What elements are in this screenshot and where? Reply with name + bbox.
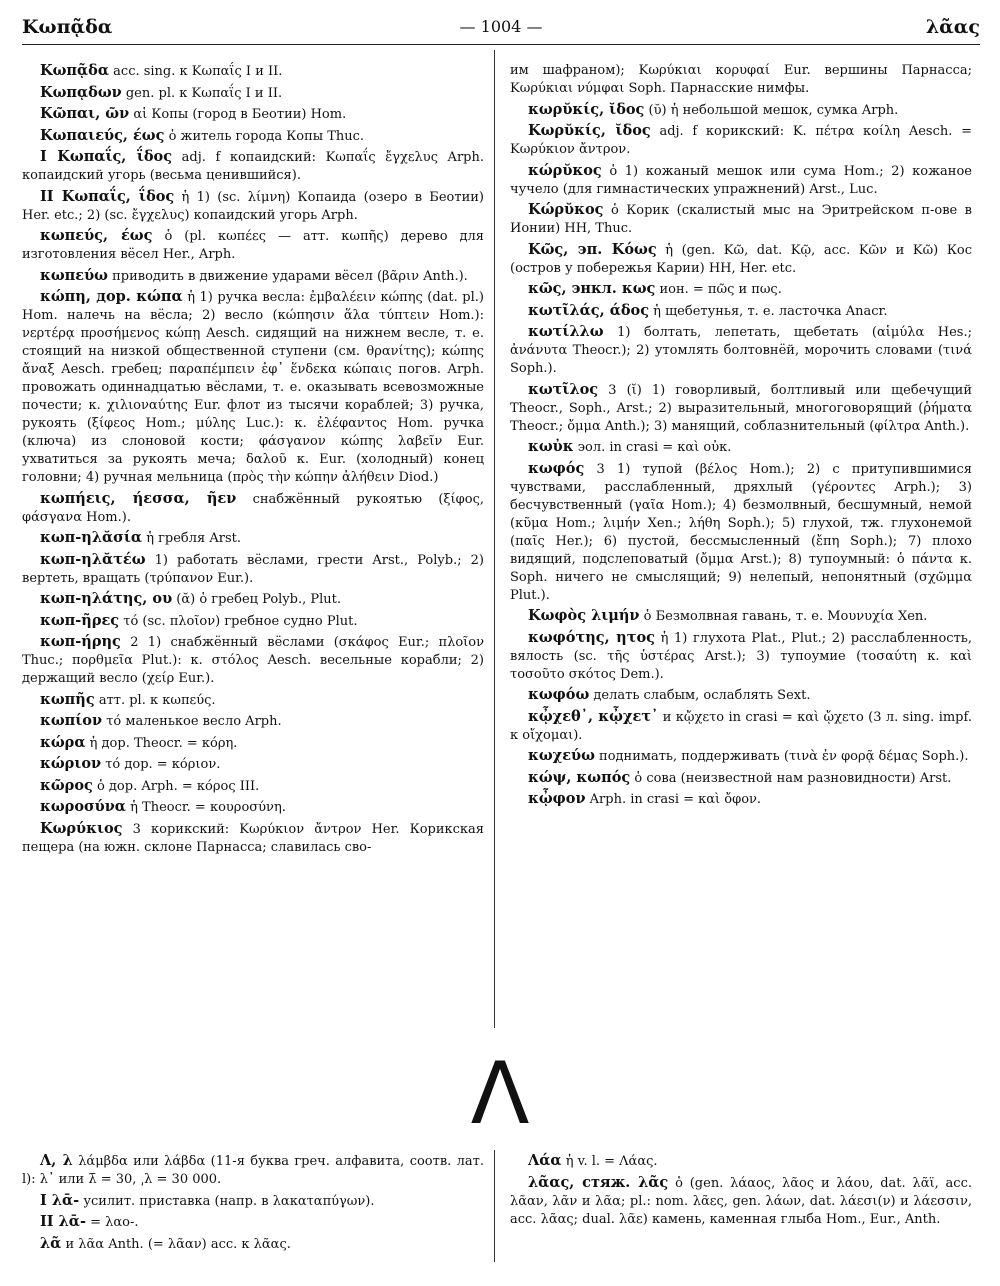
entry-headword: κᾦφον bbox=[528, 790, 586, 807]
entry-definition: 2 1) снабжённый вёслами (σκάφος Eur.; πλοῖον Thuc.; πορθμεῖα Plut.): κ. στόλος Aesch. весельные корабли; 2) держащий весло (χείρ Eur.). bbox=[22, 635, 484, 686]
left-column bbox=[22, 62, 484, 1027]
dictionary-entry bbox=[22, 1192, 484, 1211]
entry-definition: ὁ 1) кожаный мешок или сума Hom.; 2) кожаное чучело (для гимнастических упражнений) Arst., Luc. bbox=[510, 163, 972, 197]
entry-headword: κώψ, κωπός bbox=[528, 768, 631, 786]
entry-headword: κωπ-ῆρες bbox=[40, 611, 120, 629]
entry-headword: I λᾱ- bbox=[40, 1191, 80, 1209]
dictionary-entry bbox=[22, 1213, 484, 1232]
entry-definition: 3 (ῐ) 1) говорливый, болтливый или щебечущий Theocr., Soph., Arst.; 2) выразительный, многоговорящий (ῥήματα Theocr.; ὄμμα Anth.); 3) манящий, соблазнительный (φίλτρα Anth.). bbox=[510, 382, 972, 434]
entry-definition: 3 1) тупой (βέλος Hom.); 2) с притупившимися чувствами, расслабленный, дряхлый (γέροντες Arph.); 3) бесчувственный (γαῖα Hom.); 4) безмолвный, бесшумный, немой (κῦμα Hom.; λιμήν Xen.; λήθη Soph.); 5) глухой, тж. глухонемой (παῖς Her.); 6) пустой, бессмысленный (ἔπη Soph.); 7) плохо видящий, подслеповатый (ὄμμα Arst.); 8) тупоумный: ὁ πάντα κ. Soph. ничего не смыслящий; 9) нелепый, непонятный (σχῶμμα Plut.). bbox=[510, 461, 972, 603]
dictionary-entry bbox=[510, 101, 972, 120]
entry-definition: ἡ 1) ручка весла: ἐμβαλέειν κώπης (dat. pl.) Hom. налечь на вёсла; 2) весло (κώπησιν ἅλα τύπτειν Hom.): νερτέρᾳ προσήμενος κώπῃ Aesch. сидящий на нижнем весле, т. е. стоящий на низкой общественной ступени (см. θρανίτης); κώπης ἄναξ Aesch. гребец; παραπέμπειν ἐφ᾽ ἕνδεκα κώπαις погов. Arph. провожать одиннадцатью вёслами, т. е. оказывать всевозможные почести; κ. χιλιοναύτης Eur. флот из тысячи кораблей; 3) ручка, рукоять (ξίφεος Hom.; μύλης Luc.): κ. ἐλέφαντος Hom. ручка (ключа) из слоновой кости; φάσγανον κώπης λαβεῖν Eur. ухватиться за рукоять меча; δαλοῦ κ. Eur. (холодный) конец головни; 4) ручная мельница (πρὸς τὴν κώπην ἀλήθειν Diod.) bbox=[22, 290, 484, 485]
entry-headword: κῶς, энкл. κως bbox=[528, 280, 656, 297]
dictionary-entry bbox=[22, 267, 484, 286]
dictionary-entry bbox=[510, 62, 972, 98]
entry-definition: ὁ Корик (скалистый мыс на Эритрейском п-ове в Ионии) HH, Thuc. bbox=[510, 203, 972, 236]
entry-definition: поднимать, поддерживать (τινὰ ἐν φορᾷ δέμας Soph.). bbox=[599, 749, 969, 764]
entry-headword: Κωπᾳδων bbox=[40, 83, 122, 101]
dictionary-entry bbox=[22, 529, 484, 548]
entry-headword: κωπήεις, ήεσσα, ῆεν bbox=[40, 489, 237, 507]
dictionary-entry bbox=[22, 612, 484, 631]
dictionary-entry bbox=[510, 122, 972, 159]
entry-definition: ἡ (gen. Κῶ, dat. Κῷ, acc. Κῶν и Κῶ) Кос (остров у побережья Карии) HH, Her. etc. bbox=[510, 242, 972, 276]
entry-definition: αἱ Копы (город в Беотии) Hom. bbox=[133, 107, 347, 122]
entry-definition: τό маленькое весло Arph. bbox=[106, 714, 282, 729]
dictionary-entry bbox=[510, 162, 972, 199]
entry-headword: κωφόω bbox=[528, 686, 590, 703]
entry-definition: ὁ дор. Arph. = κόρος III. bbox=[96, 778, 260, 794]
entry-headword: κωτῖλος bbox=[528, 380, 599, 398]
dictionary-entry bbox=[510, 438, 972, 457]
dictionary-entry bbox=[22, 62, 484, 81]
entry-definition: ὁ Безмолвная гавань, т. е. Μουνυχία Xen. bbox=[643, 609, 928, 624]
entry-headword: κωτῖλάς, άδος bbox=[528, 301, 650, 319]
entry-definition: ἡ 1) (sc. λίμνη) Копаида (озеро в Беотии) Her. etc.; 2) (sc. ἔγχελυς) копаидский угорь Arph. bbox=[22, 189, 484, 223]
entry-definition: приводить в движение ударами вёсел (βᾶριν Anth.). bbox=[112, 268, 468, 284]
entry-headword: κωφός bbox=[528, 459, 585, 477]
entry-definition: им шафраном); Κωρύκιαι κορυφαί Eur. вершины Парнасса; Κωρύκιαι νύμφαι Soph. Парнасские нимфы. bbox=[510, 63, 972, 96]
lambda-left-column bbox=[22, 1152, 484, 1280]
entry-definition: τό (sc. πλοῖον) гребное судно Plut. bbox=[123, 613, 358, 629]
entry-headword: Λ, λ bbox=[40, 1152, 73, 1169]
entry-headword: Κῶπαι, ῶν bbox=[40, 105, 130, 122]
entry-headword: κωπεύς, έως bbox=[40, 227, 153, 244]
dictionary-entry bbox=[510, 790, 972, 809]
entry-definition: τό дор. = κόριον. bbox=[105, 757, 221, 772]
entry-headword: κωτίλλω bbox=[528, 323, 604, 340]
entry-definition: ион. = πῶς и πως. bbox=[659, 282, 782, 297]
entry-definition: ὁ сова (неизвестной нам разновидности) Arst. bbox=[634, 770, 952, 786]
dictionary-entry bbox=[510, 747, 972, 766]
dictionary-entry bbox=[22, 820, 484, 857]
entry-headword: κωπ-ηλᾰσία bbox=[40, 529, 143, 546]
dictionary-entry bbox=[22, 734, 484, 753]
entry-headword: κωπῆς bbox=[40, 690, 95, 708]
entry-headword: λᾶας, стяж. λᾶς bbox=[528, 1173, 669, 1191]
dictionary-entry bbox=[510, 280, 972, 299]
dictionary-entry bbox=[22, 148, 484, 185]
dictionary-entry bbox=[510, 769, 972, 788]
dictionary-entry bbox=[22, 105, 484, 124]
entry-headword: κωπ-ηλάτης, ου bbox=[40, 590, 173, 607]
entry-definition: (ῠ) ἡ небольшой мешок, сумка Arph. bbox=[648, 102, 899, 118]
entry-headword: κωρῠκίς, ῐδος bbox=[528, 100, 645, 118]
dictionary-entry bbox=[510, 1174, 972, 1229]
entry-definition: 3 корикский: Κωρύκιον ἄντρον Her. Корикская пещера (на южн. склоне Парнасса; славилась сво- bbox=[22, 821, 484, 855]
entry-definition: ὁ (pl. κωπέες — атт. κωπῆς) дерево для изготовления вёсел Her., Arph. bbox=[22, 229, 484, 262]
entry-headword: II λᾱ- bbox=[40, 1213, 86, 1230]
entry-headword: κωπ-ηλᾰτέω bbox=[40, 550, 146, 568]
entry-definition: acc. sing. к Κωπαΐς I и II. bbox=[113, 64, 283, 79]
dictionary-entry bbox=[22, 633, 484, 688]
entry-headword: Κωρύκιος bbox=[40, 819, 123, 837]
entry-headword: Κώρῠκος bbox=[528, 201, 604, 218]
entry-headword: κωὐκ bbox=[528, 438, 574, 455]
dictionary-entry bbox=[22, 712, 484, 731]
entry-headword: κωπίον bbox=[40, 712, 103, 729]
dictionary-entry bbox=[510, 708, 972, 745]
section-letter: Λ bbox=[470, 1044, 530, 1144]
header-right-catchword: λᾶας bbox=[925, 16, 980, 38]
entry-definition: adj. f копаидский: Κωπαΐς ἔγχελυς Arph. копаидский угорь (весьма ценившийся). bbox=[22, 150, 484, 183]
page-header bbox=[22, 16, 980, 45]
entry-headword: λᾶ bbox=[40, 1234, 62, 1252]
entry-headword: κῶρος bbox=[40, 776, 93, 794]
dictionary-entry bbox=[510, 381, 972, 436]
dictionary-entry bbox=[22, 127, 484, 146]
dictionary-entry bbox=[22, 1235, 484, 1254]
dictionary-entry bbox=[510, 460, 972, 605]
entry-headword: Κωπᾷδα bbox=[40, 62, 110, 79]
dictionary-entry bbox=[510, 686, 972, 705]
entry-definition: = λαο-. bbox=[90, 1215, 139, 1230]
entry-definition: λάμβδα или λάβδα (11-я буква греч. алфавита, соотв. лат. l): λ᾽ или λ̄ = 30, ͵λ = 30 000. bbox=[22, 1154, 484, 1187]
entry-definition: ἡ щебетунья, т. е. ласточка Anacr. bbox=[653, 303, 888, 319]
entry-headword: κώρῠκος bbox=[528, 161, 602, 179]
entry-definition: gen. pl. к Κωπαΐς I и II. bbox=[125, 85, 283, 101]
entry-headword: κωπ-ήρης bbox=[40, 633, 121, 650]
entry-headword: Κῶς, эп. Κόως bbox=[528, 240, 657, 258]
dictionary-entry bbox=[510, 607, 972, 626]
entry-headword: Λάα bbox=[528, 1152, 562, 1169]
entry-headword: I Κωπαΐς, ΐδος bbox=[40, 148, 173, 165]
dictionary-entry bbox=[22, 1152, 484, 1189]
entry-headword: κώριον bbox=[40, 755, 102, 772]
dictionary-entry bbox=[510, 241, 972, 278]
dictionary-entry bbox=[510, 201, 972, 238]
entry-definition: Arph. in crasi = καὶ ὄφον. bbox=[589, 792, 762, 807]
dictionary-entry bbox=[22, 84, 484, 103]
entry-headword: κώπη, дор. κώπα bbox=[40, 288, 183, 305]
entry-headword: Κωφὸς λιμήν bbox=[528, 607, 640, 624]
dictionary-entry bbox=[510, 629, 972, 684]
dictionary-entry bbox=[22, 798, 484, 817]
entry-definition: атт. pl. к κωπεύς. bbox=[98, 692, 216, 708]
entry-definition: и κᾤχετο in crasi = καὶ ᾤχετο (3 л. sing. impf. к οἴχομαι). bbox=[510, 709, 972, 743]
header-left-catchword: Κωπᾷδα bbox=[22, 16, 113, 38]
entry-definition: эол. in crasi = καὶ οὐκ. bbox=[577, 440, 732, 455]
entry-headword: κωχεύω bbox=[528, 747, 595, 764]
dictionary-entry bbox=[22, 490, 484, 527]
entry-headword: II Κωπαΐς, ΐδος bbox=[40, 187, 175, 205]
entry-definition: ἡ дор. Theocr. = κόρη. bbox=[89, 735, 238, 751]
column-divider bbox=[494, 50, 495, 1028]
dictionary-entry bbox=[22, 777, 484, 796]
entry-definition: снабжённый рукоятью (ξίφος, φάσγανα Hom.). bbox=[22, 491, 484, 525]
entry-definition: 1) работать вёслами, грести Arst., Polyb.; 2) вертеть, вращать (τρύπανον Eur.). bbox=[22, 552, 484, 586]
entry-definition: ἡ гребля Arst. bbox=[146, 531, 241, 546]
entry-definition: (ᾰ) ὁ гребец Polyb., Plut. bbox=[176, 592, 342, 607]
entry-headword: Κωπαιεύς, έως bbox=[40, 126, 165, 144]
dictionary-entry bbox=[510, 323, 972, 378]
entry-definition: ἡ Theocr. = κουροσύνη. bbox=[130, 800, 286, 815]
entry-headword: κώρα bbox=[40, 733, 86, 751]
dictionary-entry bbox=[22, 590, 484, 609]
dictionary-entry bbox=[22, 227, 484, 264]
lambda-right-column bbox=[510, 1152, 972, 1280]
column-divider bbox=[494, 1150, 495, 1262]
entry-headword: κᾦχεθ᾽, κᾦχετ᾽ bbox=[528, 707, 659, 725]
dictionary-entry bbox=[22, 551, 484, 588]
entry-headword: κωπεύω bbox=[40, 266, 108, 284]
entry-definition: adj. f корикский: Κ. πέτρα κοίλη Aesch. = Κωρύκιον ἄντρον. bbox=[510, 124, 972, 157]
dictionary-entry bbox=[22, 755, 484, 774]
entry-definition: ὁ (gen. λάαος, λᾶος и λάου, dat. λᾶϊ, acc. λᾶαν, λᾶν и λᾶα; pl.: nom. λᾶες, gen. λάων, dat. λάεσι(ν) и λάεσσιν, acc. λᾶας; dual. λᾶε) камень, каменная глыба Hom., Eur., Anth. bbox=[510, 1175, 972, 1227]
entry-headword: κωφότης, ητος bbox=[528, 628, 655, 646]
dictionary-entry bbox=[22, 288, 484, 487]
entry-definition: и λᾶα Anth. (= λᾶαν) acc. к λᾶας. bbox=[65, 1236, 291, 1252]
entry-definition: ὁ житель города Копы Thuc. bbox=[168, 128, 365, 144]
entry-definition: усилит. приставка (напр. в λακαταπύγων). bbox=[83, 1193, 375, 1209]
dictionary-entry bbox=[510, 1152, 972, 1171]
entry-definition: ἡ v. l. = Λάας. bbox=[565, 1154, 658, 1169]
dictionary-entry bbox=[22, 188, 484, 225]
entry-headword: Κωρῠκίς, ῐδος bbox=[528, 122, 651, 139]
entry-headword: κωροσύνα bbox=[40, 798, 126, 815]
page-number: — 1004 — bbox=[459, 17, 543, 36]
dictionary-entry bbox=[22, 691, 484, 710]
dictionary-entry bbox=[510, 302, 972, 321]
entry-definition: ἡ 1) глухота Plat., Plut.; 2) расслабленность, вялость (sc. τῆς ὑστέρας Arst.); 3) тупоумие (τοσαύτη κ. καὶ τοσοῦτο σκότος Dem.). bbox=[510, 630, 972, 682]
right-column bbox=[510, 62, 972, 1027]
entry-definition: делать слабым, ослаблять Sext. bbox=[593, 688, 811, 703]
entry-definition: 1) болтать, лепетать, щебетать (αἱμύλα Hes.; ἀνάνυτα Theocr.); 2) утомлять болтовнёй, морочить словами (τινά Soph.). bbox=[510, 325, 972, 376]
